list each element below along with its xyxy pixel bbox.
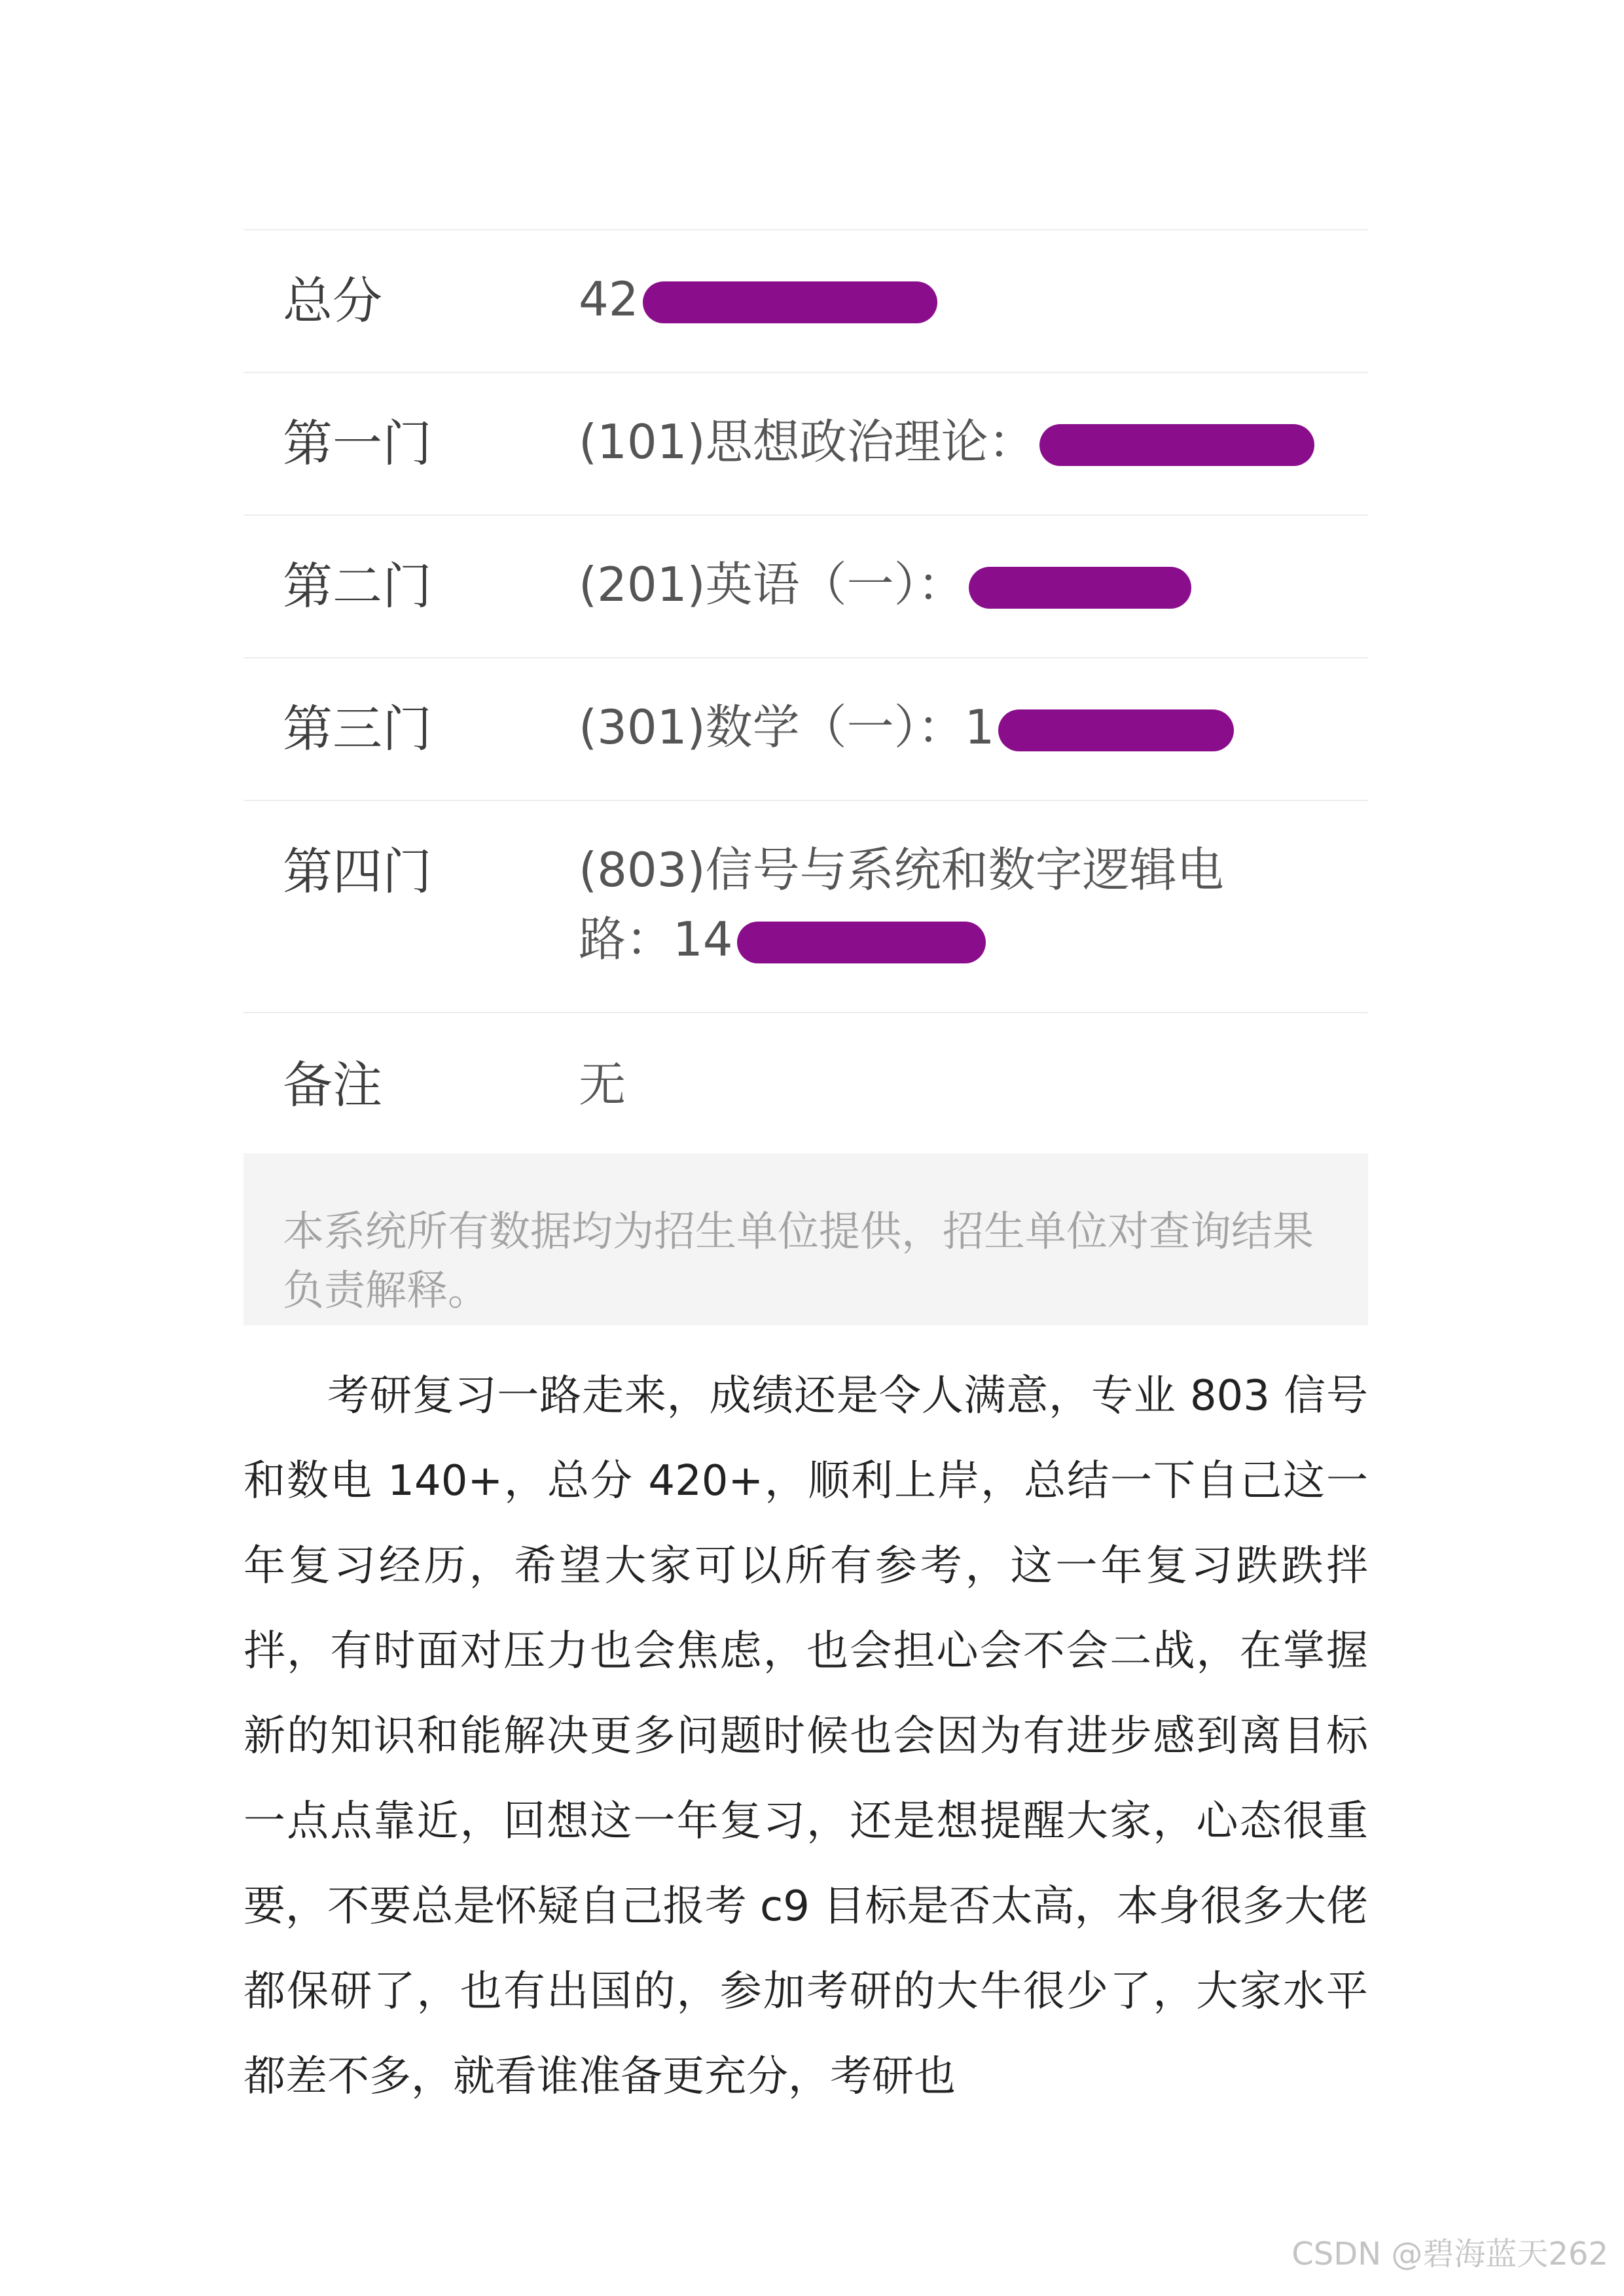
redaction-mark [737,922,986,963]
score-table [244,229,1368,1157]
score-text: (101)思想政治理论： [579,414,1036,469]
score-text: (301)数学（一）：1 [579,700,995,755]
watermark: CSDN @碧海蓝天262 [1291,2236,1608,2272]
disclaimer-text: 本系统所有数据均为招生单位提供，招生单位对查询结果负责解释。 [283,1208,1314,1314]
row-subject-3 [244,658,1368,801]
row-total [244,230,1368,373]
article-paragraph: 考研复习一路走来，成绩还是令人满意，专业 803 信号和数电 140+，总分 420+，顺利上岸，总结一下自己这一年复习经历，希望大家可以所有参考，这一年复习跌跌拌拌，有时面对压力也会焦虑，也会担心会不会二战，在掌握新的知识和能解决更多问题时候也会因为有进步感到离目标一点点靠近，回想这一年复习，还是想提醒大家，心态很重要，不要总是怀疑自己报考 c9 目标是否太高，本身很多大佬都保研了，也有出国的，参加考研的大牛很少了，大家水平都差不多，就看谁准备更充分，考研也 [244,1372,1368,2101]
row-label: 第二门 [283,557,432,615]
redaction-mark [969,567,1191,609]
row-value [579,550,1344,619]
score-text: (201)英语（一）： [579,557,965,612]
row-remark [244,1013,1368,1157]
score-text: (803)信号与系统和数字逻辑电 [579,842,1224,897]
row-subject-4 [244,801,1368,1013]
row-subject-1 [244,373,1368,516]
row-label: 第三门 [283,700,432,758]
row-label: 第四门 [283,842,432,901]
row-value [579,835,1344,974]
disclaimer-box [244,1153,1368,1325]
score-text: 42 [579,272,639,327]
row-label: 备注 [283,1056,382,1114]
row-label: 第一门 [283,414,432,473]
remark-text: 无 [579,1057,626,1112]
redaction-mark [998,709,1234,751]
row-value [579,692,1344,762]
row-subject-2 [244,516,1368,658]
redaction-mark [1039,424,1314,466]
redaction-mark [643,281,937,323]
row-value [579,264,1344,334]
score-text-line-2: 路：14 [579,905,1344,974]
row-label: 总分 [283,272,382,330]
row-value [579,407,1344,476]
row-value [579,1050,1344,1119]
